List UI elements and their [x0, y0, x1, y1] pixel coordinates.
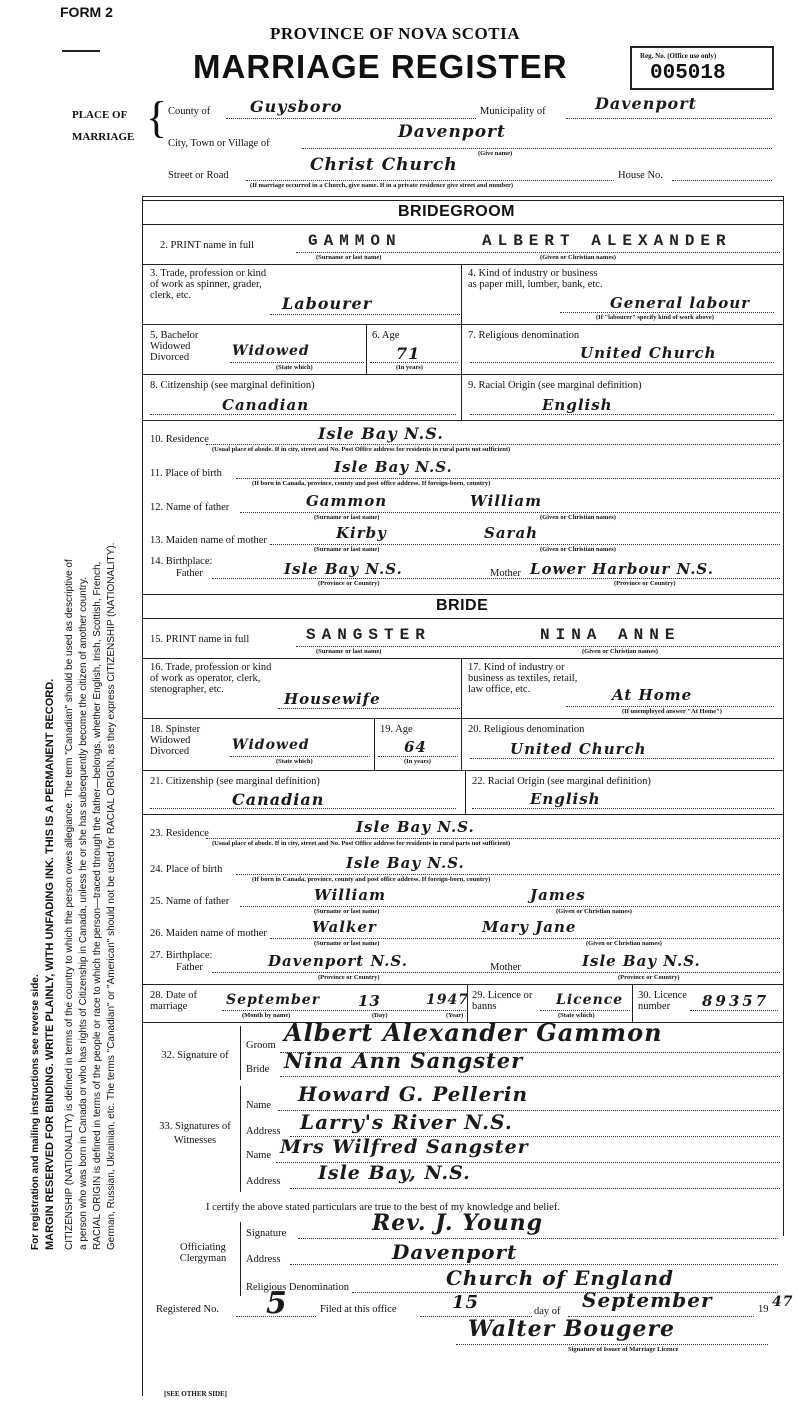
cap-day: (Day): [372, 1012, 388, 1019]
f6-line: [370, 362, 458, 363]
bride-cap-mother-given: (Given or Christian names): [586, 940, 662, 947]
bride-heading-bottom: [142, 618, 783, 619]
f29-label: 29. Licence or banns: [472, 990, 533, 1012]
groom-cap-years: (In years): [396, 364, 423, 371]
groom-signature: Albert Alexander Gammon: [284, 1018, 663, 1047]
row18-divider-2: [461, 718, 462, 770]
bride-cap-province-1: (Province or Country): [318, 974, 380, 981]
row16-divider: [461, 658, 462, 718]
margin-reserved: MARGIN RESERVED FOR BINDING. WRITE PLAINLY, WITH UNFADING INK. THIS IS A PERMANENT RECORD.: [44, 678, 56, 1250]
f16-label: 16. Trade, profession or kind of work as operator, clerk, stenographer, etc.: [150, 662, 272, 695]
bride-status: Widowed: [232, 737, 310, 753]
groom-father-birthplace: Isle Bay N.S.: [284, 560, 403, 578]
groom-sig-label: Groom: [246, 1040, 276, 1051]
margin-instructions: For registration and mailing instructions see reverse side.: [30, 974, 41, 1250]
clergy-label: Officiating Clergyman: [179, 1242, 227, 1264]
f17-label: 17. Kind of industry or business as textiles, retail, law office, etc.: [468, 662, 578, 695]
place-of-marriage-label: PLACE OF MARRIAGE: [72, 109, 135, 143]
clergy-bracket: [240, 1222, 241, 1296]
f17-line: [566, 706, 774, 707]
f25-line: [240, 906, 780, 907]
bride-age: 64: [404, 738, 427, 756]
city-label: City, Town or Village of: [168, 138, 270, 149]
groom-residence: Isle Bay N.S.: [318, 424, 444, 443]
reg-box-label: Reg. No. (Office use only): [640, 52, 717, 60]
groom-racial: English: [542, 396, 613, 414]
bride-row23-top: [142, 814, 783, 815]
bride-cap-years: (In years): [404, 758, 431, 765]
groom-cap-surname: (Surname or last name): [316, 254, 382, 261]
f7-label: 7. Religious denomination: [468, 330, 580, 341]
groom-cap-given: (Given or Christian names): [540, 254, 616, 261]
bride-cap-state: (State which): [276, 758, 313, 765]
row8-divider: [461, 374, 462, 420]
bride-racial: English: [530, 790, 601, 808]
w2-address-line: [290, 1188, 780, 1189]
licence-number: 89357: [702, 992, 770, 1010]
f10-label: 10. Residence: [150, 434, 209, 445]
bride-mother-birthplace: Isle Bay N.S.: [582, 952, 701, 970]
f24-line: [236, 874, 780, 875]
house-line: [672, 180, 772, 181]
f26-label: 26. Maiden name of mother: [150, 928, 267, 939]
bride-signature: Nina Ann Sangster: [284, 1048, 524, 1073]
cap-state-which: (State which): [558, 1012, 595, 1019]
f27-label: 27. Birthplace:: [150, 950, 213, 961]
groom-father-surname: Gammon: [306, 492, 388, 510]
province-title: PROVINCE OF NOVA SCOTIA: [270, 24, 521, 43]
groom-row5-top: [142, 324, 783, 325]
groom-cap-father-given: (Given or Christian names): [540, 514, 616, 521]
row5-divider-2: [461, 324, 462, 374]
f10-line: [206, 444, 780, 445]
f30-line: [690, 1010, 778, 1011]
bride-heading-top: [142, 594, 783, 595]
groom-row3-top: [142, 264, 783, 265]
f7-line: [470, 362, 774, 363]
county-line: [226, 118, 476, 119]
licence-type: Licence: [556, 992, 624, 1008]
issuer-caption: Signature of Issuer of Marriage Licence: [568, 1346, 679, 1353]
row28-divider-1: [467, 984, 468, 1022]
clergy-denom-line: [352, 1292, 778, 1293]
bride-birthplace: Isle Bay N.S.: [346, 854, 465, 872]
bride-surname: SANGSTER: [306, 626, 431, 644]
issuer-line: [456, 1344, 768, 1345]
f28-line: [222, 1010, 466, 1011]
clergy-address-line: [290, 1264, 778, 1265]
municipality-line: [566, 118, 772, 119]
bride-cap-father-given: (Given or Christian names): [556, 908, 632, 915]
f28-label: 28. Date of marriage: [150, 990, 197, 1012]
bride-father-birthplace: Davenport N.S.: [268, 952, 408, 970]
issuer-signature: Walter Bougere: [468, 1316, 676, 1342]
margin-citizenship-2: a person who was born in Canada or who has rights of Citizenship in Canada, unless he or she has subsequently become the citizen of another country.: [78, 577, 89, 1250]
groom-heading: BRIDEGROOM: [398, 203, 515, 220]
f14-father-word: Father: [176, 568, 203, 579]
bride-given: NINA ANNE: [540, 626, 681, 644]
groom-religion: United Church: [580, 344, 717, 362]
f15-label: 15. PRINT name in full: [150, 634, 250, 645]
reg-number: 005018: [650, 62, 726, 85]
bride-cap-father-surname: (Surname or last name): [314, 908, 380, 915]
bride-mother-surname: Walker: [312, 918, 377, 936]
f4-line: [560, 312, 774, 313]
row28-divider-2: [632, 984, 633, 1022]
groom-cap-mother-given: (Given or Christian names): [540, 546, 616, 553]
witness1-name: Howard G. Pellerin: [298, 1082, 529, 1106]
f23-label: 23. Residence: [150, 828, 209, 839]
bride-religion: United Church: [510, 740, 647, 758]
groom-mother-given: Sarah: [484, 524, 539, 542]
f4-label: 4. Kind of industry or business as paper mill, lumber, bank, etc.: [468, 268, 603, 290]
groom-status: Widowed: [232, 343, 310, 359]
f3-line: [270, 314, 460, 315]
groom-citizenship: Canadian: [222, 396, 310, 414]
margin-citizenship: CITIZENSHIP (NATIONALITY) is defined in terms of the country to which the person owes allegiance. The term "Canadian" should be used as descriptive of: [64, 559, 75, 1250]
city-line: [302, 148, 772, 149]
form-top-rule: [142, 196, 783, 197]
filed-month: September: [582, 1288, 713, 1312]
w1-address-label: Address: [246, 1126, 281, 1137]
clergy-address-label: Address: [246, 1254, 281, 1265]
groom-industry: General labour: [610, 294, 751, 312]
row21-divider: [465, 770, 466, 814]
f2-line: [296, 252, 780, 253]
margin-racial-2: German, Russian, Ukrainian, etc. The terms "Canadian" or "American" should not be used for RACIAL ORIGIN, as they express CITIZENSHIP (NATIONALITY).: [106, 542, 117, 1250]
marriage-day: 13: [358, 992, 381, 1010]
sig-bracket-1: [240, 1026, 241, 1080]
bride-cap-surname: (Surname or last name): [316, 648, 382, 655]
f33-label: 33. Signatures of Witnesses: [159, 1121, 231, 1146]
groom-cap-province-2: (Province or Country): [614, 580, 676, 587]
f14-line: [212, 578, 780, 579]
row3-divider: [461, 264, 462, 324]
groom-father-given: William: [470, 492, 542, 510]
groom-mother-birthplace: Lower Harbour N.S.: [530, 560, 714, 578]
f20-line: [470, 758, 774, 759]
form-left-rule: [142, 196, 143, 1396]
f14-mother-word: Mother: [490, 568, 521, 579]
f16-line: [278, 708, 460, 709]
street-label: Street or Road: [168, 170, 229, 181]
margin-racial: RACIAL ORIGIN is defined in terms of the people or race to which the person—traced through the father—belongs, whether English, Irish, Scottish, French,: [92, 561, 103, 1250]
year-prefix: 19: [758, 1304, 769, 1315]
f5-label: 5. Bachelor Widowed Divorced: [150, 330, 199, 363]
marriage-month: September: [226, 992, 321, 1008]
filed-label: Filed at this office: [320, 1304, 397, 1315]
bride-industry: At Home: [612, 686, 693, 704]
certify-statement: I certify the above stated particulars are true to the best of my knowledge and belief.: [206, 1202, 560, 1213]
f19-line: [378, 756, 458, 757]
bride-cap-birth: (If born in Canada, province, county and post office address. If foreign-born, country): [252, 876, 491, 883]
f8-line: [150, 414, 456, 415]
groom-row8-top: [142, 374, 783, 375]
f13-label: 13. Maiden name of mother: [150, 535, 267, 546]
bride-cap-residence: (Usual place of abode. If in city, street and No. Post Office address for residents in rural parts not sufficient): [212, 840, 511, 847]
house-label: House No.: [618, 170, 663, 181]
clergy-address: Davenport: [392, 1240, 518, 1264]
f14-label: 14. Birthplace:: [150, 556, 213, 567]
f22-line: [472, 808, 774, 809]
row28-top: [142, 984, 783, 985]
sig-bracket-2: [240, 1086, 241, 1192]
groom-cap-state: (State which): [276, 364, 313, 371]
page-title: MARRIAGE REGISTER: [193, 48, 568, 85]
f21-line: [150, 808, 456, 809]
f25-label: 25. Name of father: [150, 896, 230, 907]
bride-cap-mother-surname: (Surname or last name): [314, 940, 380, 947]
f21-label: 21. Citizenship (see marginal definition): [150, 776, 320, 787]
bride-cap-province-2: (Province or Country): [618, 974, 680, 981]
f11-label: 11. Place of birth: [150, 468, 222, 479]
f3-label: 3. Trade, profession or kind of work as spinner, grader, clerk, etc.: [150, 268, 267, 301]
bride-sig-line: [280, 1076, 780, 1077]
groom-mother-surname: Kirby: [336, 524, 387, 542]
bride-mother-given: Mary Jane: [482, 918, 577, 936]
groom-cap-birth: (If born in Canada, province, county and post office address. If foreign-born, country): [252, 480, 491, 487]
groom-cap-father-surname: (Surname or last name): [314, 514, 380, 521]
f6-label: 6. Age: [372, 330, 400, 341]
filed-day: 15: [452, 1292, 480, 1313]
f18-line: [230, 756, 370, 757]
bride-citizenship: Canadian: [232, 790, 325, 809]
reg-no-line: [236, 1316, 316, 1317]
day-of-label: day of: [534, 1306, 561, 1317]
f9-label: 9. Racial Origin (see marginal definition): [468, 380, 642, 391]
clergy-denom: Church of England: [446, 1266, 674, 1290]
clergy-sig-line: [298, 1238, 778, 1239]
reg-number-box: [630, 46, 774, 90]
f2-label: 2. PRINT name in full: [160, 240, 255, 251]
f27-mother-word: Mother: [490, 962, 521, 973]
groom-cap-province-1: (Province or Country): [318, 580, 380, 587]
cap-month: (Month by name): [242, 1012, 291, 1019]
bride-heading: BRIDE: [436, 597, 489, 614]
w2-address-label: Address: [246, 1176, 281, 1187]
groom-age: 71: [396, 344, 421, 363]
f8-label: 8. Citizenship (see marginal definition): [150, 380, 315, 391]
bride-father-given: James: [530, 886, 586, 904]
f19-label: 19. Age: [380, 724, 413, 735]
f32-label: 32. Signature of: [161, 1050, 229, 1061]
municipality-label: Municipality of: [480, 106, 546, 117]
f12-label: 12. Name of father: [150, 502, 230, 513]
f5-line: [230, 362, 364, 363]
f24-label: 24. Place of birth: [150, 864, 223, 875]
f17-caption: (If unemployed answer "At Home"): [622, 708, 722, 715]
marriage-year: 1947: [426, 992, 469, 1008]
f27-line: [212, 972, 780, 973]
registered-number: 5: [266, 1286, 288, 1321]
bride-row16-top: [142, 658, 783, 659]
groom-cap-residence: (Usual place of abode. If in city, street and No. Post Office address for residents in rural parts not sufficient): [212, 446, 511, 453]
f18-label: 18. Spinster Widowed Divorced: [150, 724, 201, 757]
street-value: Christ Church: [310, 155, 458, 175]
witness2-address: Isle Bay, N.S.: [318, 1162, 471, 1184]
f9-line: [470, 414, 774, 415]
f15-line: [296, 646, 780, 647]
f22-label: 22. Racial Origin (see marginal definition): [472, 776, 651, 787]
row18-divider-1: [374, 718, 375, 770]
form-right-rule: [783, 196, 784, 1236]
clergy-sig-label: Signature: [246, 1228, 287, 1239]
groom-birthplace: Isle Bay N.S.: [334, 458, 453, 476]
groom-heading-bottom: [142, 224, 783, 225]
f4-caption: (If "labourer" specify kind of work above): [596, 314, 714, 321]
witness1-address: Larry's River N.S.: [300, 1110, 513, 1134]
municipality-value: Davenport: [595, 94, 698, 113]
f12-line: [240, 512, 780, 513]
city-value: Davenport: [398, 122, 506, 142]
city-caption: (Give name): [478, 150, 513, 157]
cap-year: (Year): [446, 1012, 464, 1019]
bride-residence: Isle Bay N.S.: [356, 818, 475, 836]
groom-cap-mother-surname: (Surname or last name): [314, 546, 380, 553]
groom-row10-top: [142, 420, 783, 421]
f23-line: [206, 838, 780, 839]
groom-trade: Labourer: [282, 294, 373, 313]
clergy-denom-label: Religious Denomination: [246, 1282, 349, 1293]
header-rule: [62, 50, 100, 52]
f11-line: [236, 478, 780, 479]
street-caption: (If marriage occurred in a Church, give name. If in a private residence give street and number): [250, 182, 514, 189]
groom-heading-top: [142, 200, 783, 201]
clergy-signature: Rev. J. Young: [372, 1210, 544, 1236]
bride-trade: Housewife: [284, 690, 381, 708]
reg-no-label: Registered No.: [156, 1304, 219, 1315]
left-margin-text: [30, 70, 140, 1320]
place-brace: {: [146, 93, 168, 142]
street-line: [246, 180, 614, 181]
witness2-name: Mrs Wilfred Sangster: [280, 1136, 529, 1158]
bride-row18-top: [142, 718, 783, 719]
f27-father-word: Father: [176, 962, 203, 973]
bride-cap-given: (Given or Christian names): [582, 648, 658, 655]
w1-name-label: Name: [246, 1100, 272, 1111]
f30-label: 30. Licence number: [638, 990, 687, 1012]
bride-sig-label: Bride: [246, 1064, 270, 1075]
f26-line: [270, 938, 780, 939]
bride-father-surname: William: [314, 886, 386, 904]
f29-line: [540, 1010, 630, 1011]
see-other-side: [SEE OTHER SIDE]: [164, 1390, 228, 1398]
groom-surname: GAMMON: [308, 232, 402, 250]
w2-name-label: Name: [246, 1150, 272, 1161]
groom-given: ALBERT ALEXANDER: [482, 232, 732, 250]
row5-divider-1: [366, 324, 367, 374]
form-number: FORM 2: [60, 4, 113, 20]
bride-row21-top: [142, 770, 783, 771]
filed-year: 47: [772, 1294, 794, 1310]
county-value: Guysboro: [250, 97, 343, 116]
county-label: County of: [168, 106, 211, 117]
f13-line: [270, 544, 780, 545]
f20-label: 20. Religious denomination: [468, 724, 585, 735]
